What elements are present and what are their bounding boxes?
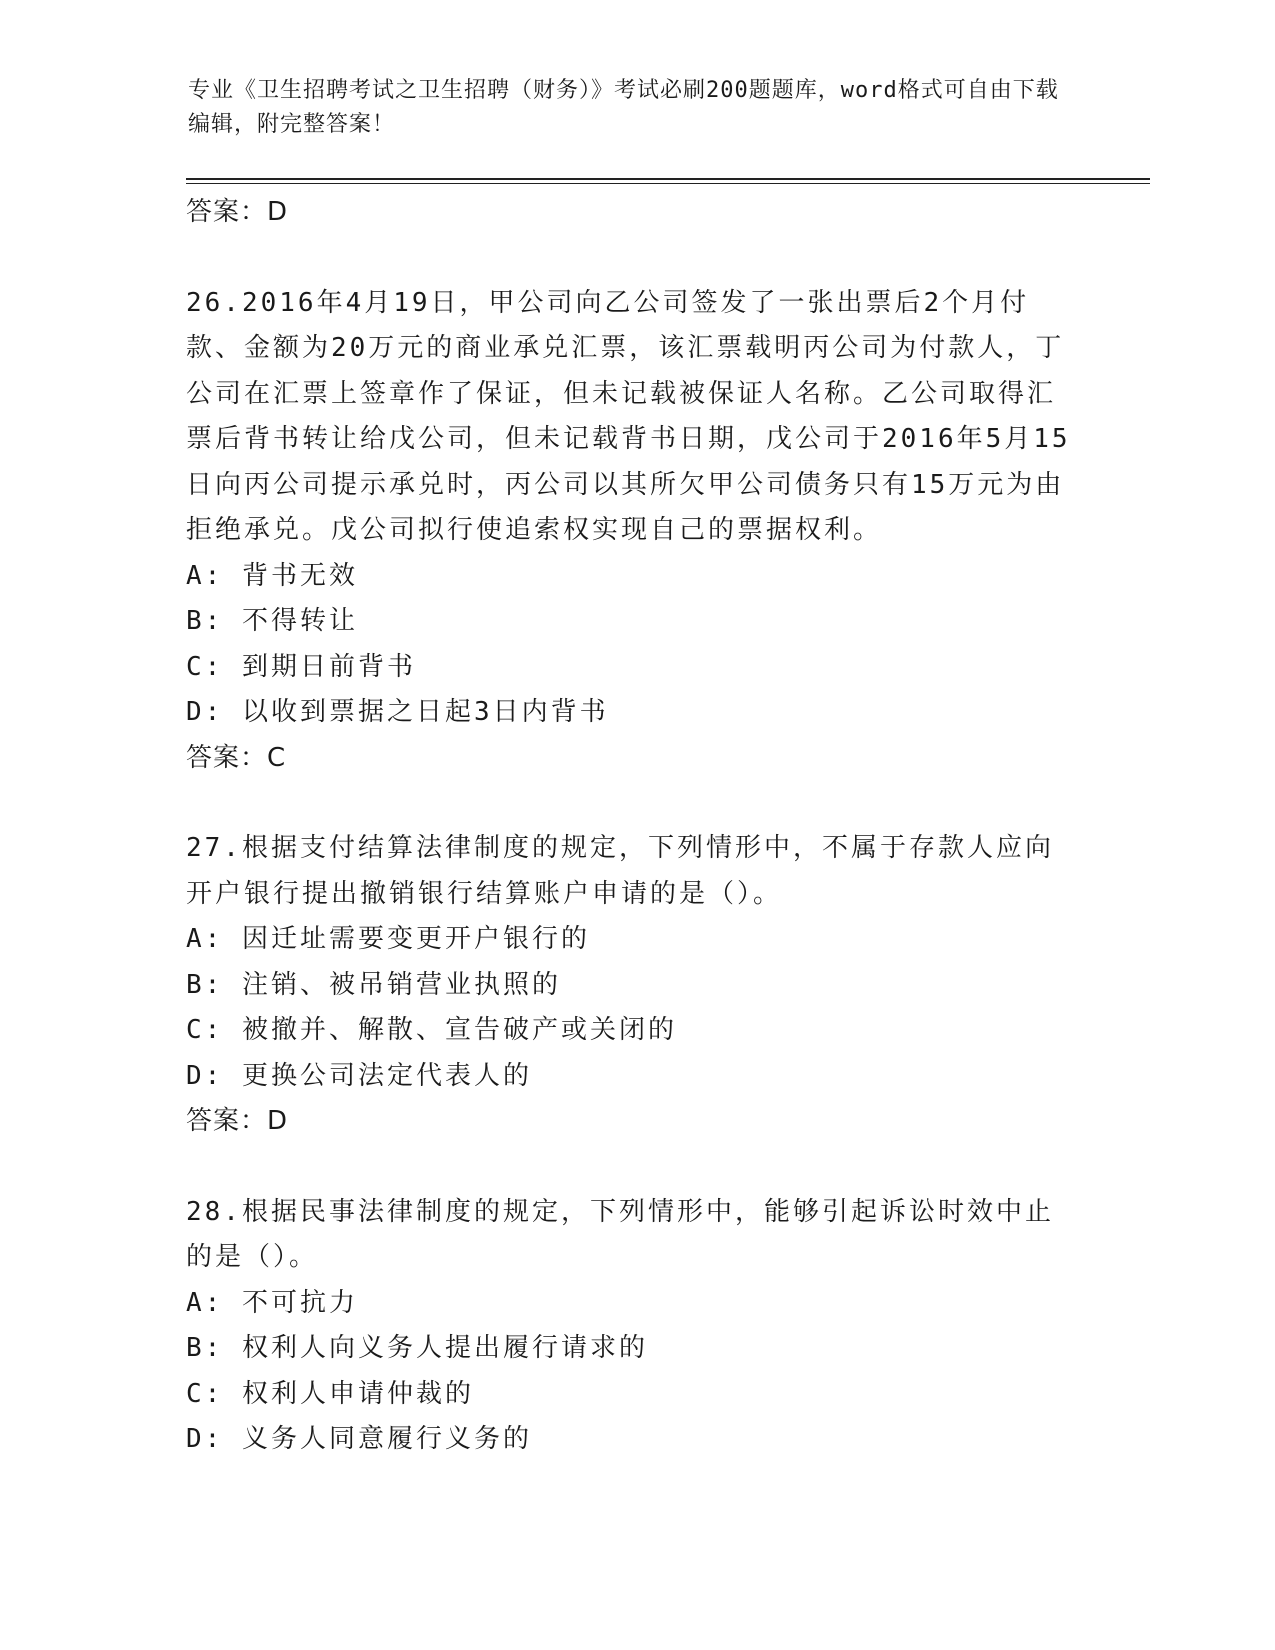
option-c: C: 被撤并、解散、宣告破产或关闭的: [186, 1015, 677, 1045]
page-header: 专业《卫生招聘考试之卫生招聘（财务）》考试必刷200题题库，word格式可自由下载编辑，附完整答案！: [188, 78, 1059, 137]
question-text: 28.根据民事法律制度的规定，下列情形中，能够引起诉讼时效中止的是（）。: [186, 1196, 1054, 1272]
option-b: B: 注销、被吊销营业执照的: [186, 969, 561, 1000]
question-text: 26.2016年4月19日，甲公司向乙公司签发了一张出票后2个月付款、金额为20万元的商业承兑汇票，该汇票载明丙公司为付款人，丁公司在汇票上签章作了保证，但未记载被保证人名称。乙公司取得汇票后背书转让给戊公司，但未记载背书日期，戊公司于2016年5月15日向丙公司提示承兑时，丙公司以其所欠甲公司债务只有15万元为由拒绝承兑。戊公司拟行使追索权实现自己的票据权利。: [186, 287, 1071, 545]
answer: 答案：C: [186, 742, 287, 773]
option-d: D: 义务人同意履行义务的: [186, 1424, 532, 1454]
option-c: C: 到期日前背书: [186, 651, 416, 682]
question-27: [186, 826, 1076, 1145]
option-b: B: 不得转让: [186, 606, 358, 636]
header-divider-thin: [186, 183, 1150, 184]
question-text: 27.根据支付结算法律制度的规定，下列情形中，不属于存款人应向开户银行提出撤销银行结算账户申请的是（）。: [186, 833, 1054, 909]
option-b: B: 权利人向义务人提出履行请求的: [186, 1333, 648, 1363]
option-a: A: 因迁址需要变更开户银行的: [186, 924, 590, 954]
option-a: A: 不可抗力: [186, 1287, 358, 1318]
question-28: [186, 1190, 1076, 1463]
question-content: [186, 190, 1076, 1463]
question-26: [186, 281, 1076, 782]
previous-answer: 答案：D: [186, 197, 289, 227]
option-c: C: 权利人申请仲裁的: [186, 1378, 474, 1409]
option-a: A: 背书无效: [186, 560, 358, 591]
option-d: D: 更换公司法定代表人的: [186, 1060, 532, 1091]
header-divider: [186, 178, 1150, 180]
answer: 答案：D: [186, 1106, 289, 1136]
option-d: D: 以收到票据之日起3日内背书: [186, 697, 609, 727]
